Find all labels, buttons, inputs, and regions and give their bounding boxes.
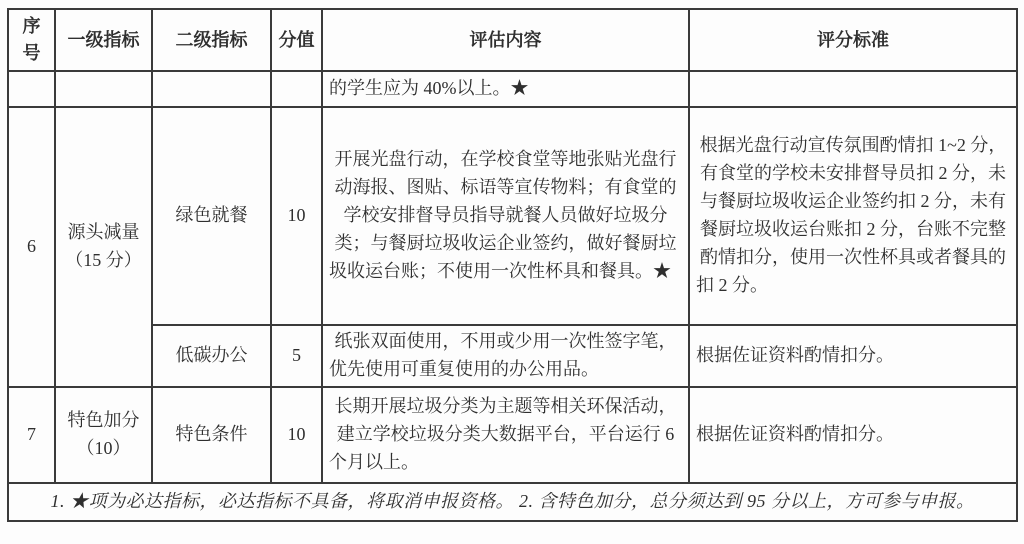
continuation-level1-cell: [55, 71, 152, 107]
row6-item1-level2-indicator: 绿色就餐: [152, 107, 271, 325]
row6-item2-score: 5: [271, 325, 322, 387]
row7-item1-level2-indicator: 特色条件: [152, 387, 271, 483]
footnote-row: [8, 483, 1017, 521]
row-6-low-carbon-office: [8, 325, 1017, 387]
continuation-level2-cell: [152, 71, 271, 107]
row6-serial-no: 6: [8, 107, 55, 387]
evaluation-criteria-table: [7, 8, 1018, 522]
header-scoring-standard: 评分标准: [689, 9, 1017, 71]
continuation-no-cell: [8, 71, 55, 107]
row6-level1-indicator: 源头减量（15 分）: [55, 107, 152, 387]
header-score-value: 分值: [271, 9, 322, 71]
row6-item2-eval-content: 纸张双面使用，不用或少用一次性签字笔，优先使用可重复使用的办公用品。: [322, 325, 689, 387]
row-6-green-dining: [8, 107, 1017, 325]
row7-item1-score: 10: [271, 387, 322, 483]
header-level2-indicator: 二级指标: [152, 9, 271, 71]
row6-item1-score: 10: [271, 107, 322, 325]
continuation-row: [8, 71, 1017, 107]
footnote-text: 1. ★项为必达指标，必达指标不具备，将取消申报资格。 2. 含特色加分，总分须达到 95 分以上，方可参与申报。: [8, 483, 1017, 521]
header-level1-indicator: 一级指标: [55, 9, 152, 71]
header-serial-no: 序号: [8, 9, 55, 71]
row6-item2-level2-indicator: 低碳办公: [152, 325, 271, 387]
row6-item1-scoring-standard: 根据光盘行动宣传氛围酌情扣 1~2 分，有食堂的学校未安排督导员扣 2 分，未与餐厨垃圾收运企业签约扣 2 分，未有餐厨垃圾收运台账扣 2 分，台账不完整酌情扣分，使用一次性杯具或者餐具的扣 2 分。: [689, 107, 1017, 325]
table-header-row: [8, 9, 1017, 71]
row7-item1-scoring-standard: 根据佐证资料酌情扣分。: [689, 387, 1017, 483]
row7-level1-indicator: 特色加分（10）: [55, 387, 152, 483]
row7-item1-eval-content: 长期开展垃圾分类为主题等相关环保活动，建立学校垃圾分类大数据平台，平台运行 6 个月以上。: [322, 387, 689, 483]
header-evaluation-content: 评估内容: [322, 9, 689, 71]
row6-item2-scoring-standard: 根据佐证资料酌情扣分。: [689, 325, 1017, 387]
row6-item1-eval-content: 开展光盘行动，在学校食堂等地张贴光盘行动海报、图贴、标语等宣传物料；有食堂的学校安排督导员指导就餐人员做好垃圾分类；与餐厨垃圾收运企业签约，做好餐厨垃圾收运台账；不使用一次性杯具和餐具。★: [322, 107, 689, 325]
row7-serial-no: 7: [8, 387, 55, 483]
continuation-standard-cell: [689, 71, 1017, 107]
continuation-eval-content: 的学生应为 40%以上。★: [322, 71, 689, 107]
continuation-score-cell: [271, 71, 322, 107]
row-7-special-bonus: [8, 387, 1017, 483]
